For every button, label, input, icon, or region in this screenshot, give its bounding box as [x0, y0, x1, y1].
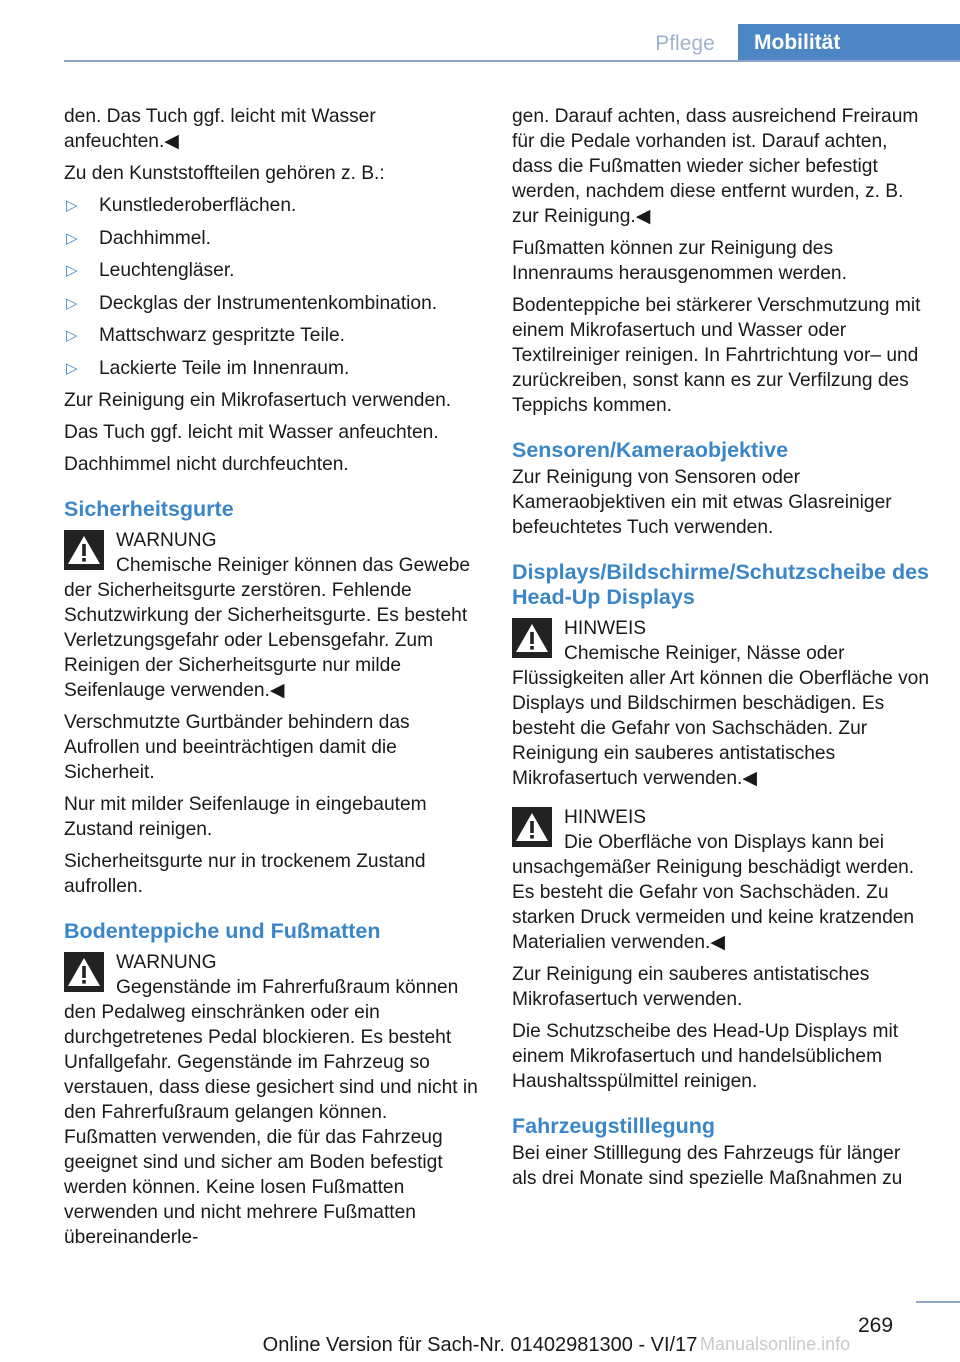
right-column	[512, 104, 930, 1198]
notice-title: HINWEIS	[564, 807, 647, 828]
watermark: Manualsonline.info	[700, 1334, 851, 1354]
paragraph: Zu den Kunststoffteilen gehören z. B.:	[64, 163, 385, 184]
section-heading-stilllegung: Fahrzeugstilllegung	[512, 1114, 716, 1138]
paragraph: Das Tuch ggf. leicht mit Wasser anfeuchten.	[64, 422, 439, 443]
list-item: ▷ Leuchtengläser.	[66, 260, 235, 281]
triangle-right-icon: ▷	[66, 197, 78, 214]
notice-title: HINWEIS	[564, 618, 647, 639]
notice-text: Die Oberfläche von Displays kann bei unsachgemäßer Reinigung beschädigt werden. Es besteht die Gefahr von Sachschäden. Zu starken Druck vermeiden und keine kratzenden Materialien verwenden.◀	[512, 832, 915, 953]
triangle-right-icon: ▷	[66, 262, 78, 279]
page-number: 269	[858, 1314, 894, 1337]
triangle-right-icon: ▷	[66, 327, 78, 344]
paragraph: gen. Darauf achten, dass ausreichend Freiraum für die Pedale vorhanden ist. Darauf achten, dass die Fußmatten wieder sicher befestigt werden, nachdem diese entfernt wurden, z. B. zur Reinigung.◀	[512, 106, 919, 227]
paragraph: Sicherheitsgurte nur in trockenem Zustand aufrollen.	[64, 851, 426, 897]
section-heading-displays: Displays/Bildschirme/Schutzscheibe des Head-Up Displays	[512, 560, 930, 609]
header-rule	[64, 60, 960, 62]
section-heading-sensoren: Sensoren/Kameraobjektive	[512, 438, 789, 462]
notice-box	[512, 805, 930, 955]
notice-text: Chemische Reiniger, Nässe oder Flüssigkeiten aller Art können die Oberfläche von Displays und Bildschirmen beschädigen. Es besteht die Gefahr von Sachschäden. Zur Reinigung ein sauberes antistatisches Mikrofasertuch verwenden.◀	[512, 643, 930, 789]
triangle-right-icon: ▷	[66, 294, 78, 312]
paragraph: Bei einer Stilllegung des Fahrzeugs für länger als drei Monate sind spezielle Maßnahmen zu	[512, 1143, 903, 1189]
warning-text: Gegenstände im Fahrerfußraum können den Pedalweg einschränken oder ein durchgetretenes Pedal blockieren. Es besteht Unfallgefahr. Gegenstände im Fahrzeug so verstauen, dass diese gesichert sind und nicht in den Fahrerfußraum gelangen können. Fußmatten verwenden, die für das Fahrzeug geeignet sind und sicher am Boden befestigt werden können. Keine losen Fußmatten verwenden und nicht mehrere Fußmatten übereinanderle-	[64, 977, 478, 1248]
paragraph: Verschmutzte Gurtbänder behindern das Aufrollen und beeinträchtigen damit die Sicherheit.	[64, 712, 410, 783]
tab-pflege[interactable]: Pflege	[655, 32, 715, 55]
left-column	[64, 104, 484, 1257]
paragraph: den. Das Tuch ggf. leicht mit Wasser anfeuchten.◀	[64, 106, 376, 152]
warning-triangle-icon	[512, 807, 552, 847]
paragraph: Zur Reinigung ein Mikrofasertuch verwenden.	[64, 390, 452, 411]
online-version-note: Online Version für Sach-Nr. 01402981300 - VI/17	[262, 1334, 698, 1356]
paragraph: Dachhimmel nicht durchfeuchten.	[64, 454, 349, 475]
tab-mobilitaet[interactable]: Mobilität	[738, 24, 960, 62]
kunststoff-list	[64, 193, 484, 381]
paragraph: Bodenteppiche bei stärkerer Verschmutzung mit einem Mikrofasertuch und Wasser oder Textilreiniger reinigen. In Fahrtrichtung vor– und zurückreiben, sonst kann es zur Verfilzung des Teppichs kommen.	[512, 295, 921, 416]
footer-rule	[916, 1301, 960, 1303]
list-item: ▷ Mattschwarz gespritzte Teile.	[66, 325, 345, 346]
warning-title: WARNUNG	[116, 530, 217, 551]
paragraph: Nur mit milder Seifenlauge in eingebautem Zustand reinigen.	[64, 794, 427, 840]
warning-triangle-icon	[64, 952, 104, 992]
section-heading-sicherheitsgurte: Sicherheitsgurte	[64, 497, 234, 521]
warning-box	[64, 528, 484, 703]
warning-triangle-icon	[64, 530, 104, 570]
section-heading-bodenteppiche: Bodenteppiche und Fußmatten	[64, 919, 381, 943]
paragraph: Zur Reinigung ein sauberes antistatisches Mikrofasertuch verwenden.	[512, 964, 870, 1010]
triangle-right-icon: ▷	[66, 229, 78, 247]
warning-title: WARNUNG	[116, 952, 217, 973]
notice-box	[512, 616, 930, 791]
paragraph: Zur Reinigung von Sensoren oder Kameraobjektiven ein mit etwas Glasreiniger befeuchtetes Tuch verwenden.	[512, 467, 892, 538]
list-item: ▷ Dachhimmel.	[66, 227, 211, 249]
warning-text: Chemische Reiniger können das Gewebe der Sicherheitsgurte zerstören. Fehlende Schutzwirkung der Sicherheitsgurte. Es besteht Verletzungsgefahr oder Lebensgefahr. Zum Reinigen der Sicherheitsgurte nur milde Seifenlauge verwenden.◀	[64, 555, 471, 701]
triangle-right-icon: ▷	[66, 359, 78, 377]
list-item: ▷ Deckglas der Instrumentenkombination.	[66, 292, 438, 314]
warning-triangle-icon	[512, 618, 552, 658]
list-item: ▷ Kunstlederoberflächen.	[66, 195, 297, 216]
paragraph: Die Schutzscheibe des Head-Up Displays mit einem Mikrofasertuch und handelsüblichem Haushaltsspülmittel reinigen.	[512, 1021, 899, 1092]
warning-box	[64, 950, 484, 1250]
paragraph: Fußmatten können zur Reinigung des Innenraums herausgenommen werden.	[512, 238, 847, 284]
list-item: ▷ Lackierte Teile im Innenraum.	[66, 357, 350, 379]
